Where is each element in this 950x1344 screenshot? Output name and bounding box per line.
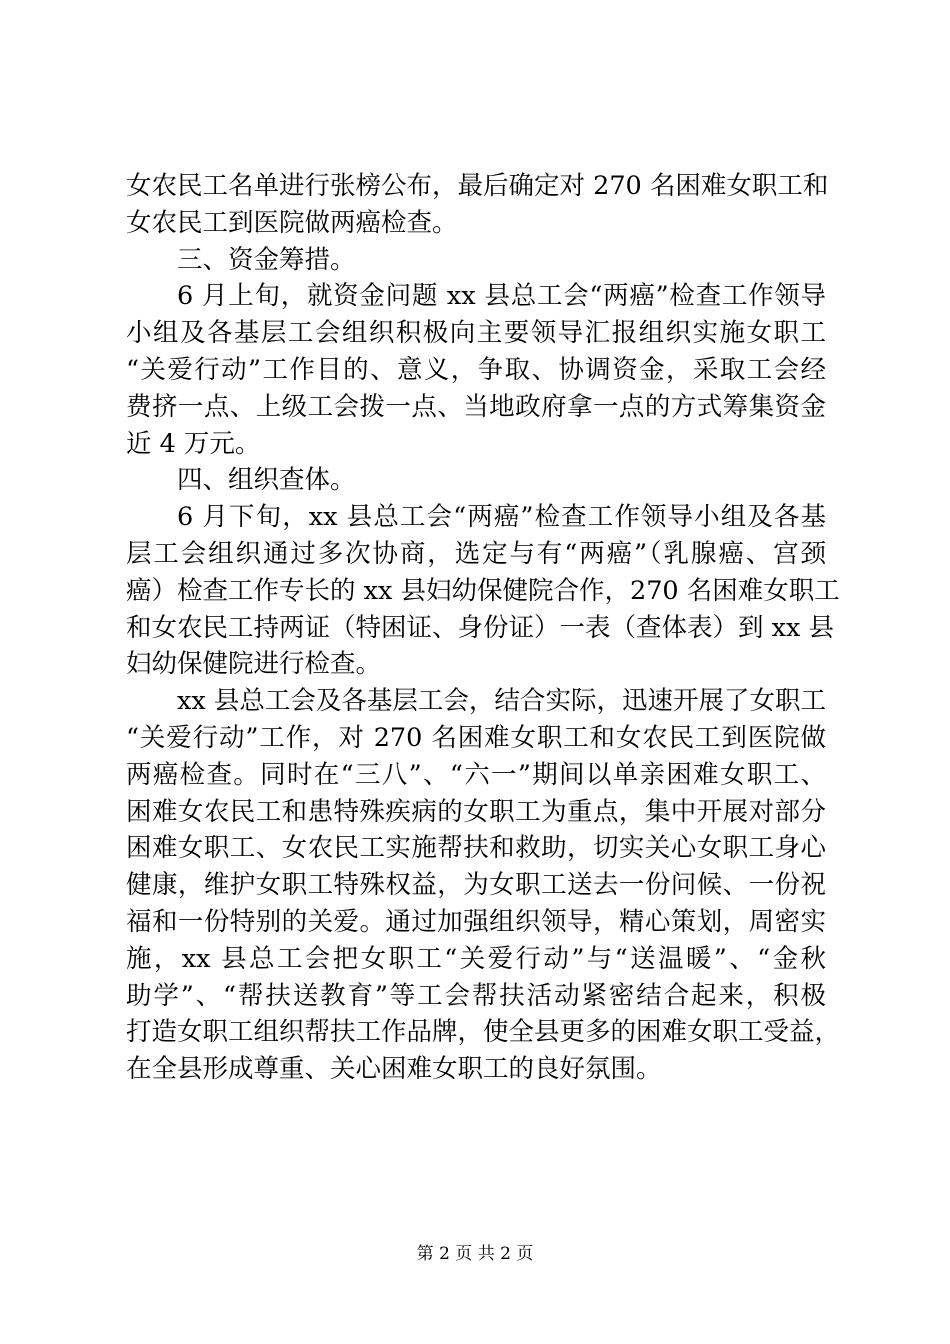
text-line: 困难女农民工和患特殊疾病的女职工为重点，集中开展对部分 <box>126 796 826 827</box>
text-line: 健康，维护女职工特殊权益，为女职工送去一份问候、一份祝 <box>126 870 826 901</box>
text-line: 四、组织查体。 <box>177 465 356 496</box>
text-line: 费挤一点、上级工会拨一点、当地政府拿一点的方式筹集资金 <box>126 391 826 422</box>
text-line: 困难女职工、女农民工实施帮扶和救助，切实关心女职工身心 <box>126 833 826 864</box>
text-line: 打造女职工组织帮扶工作品牌，使全县更多的困难女职工受益， <box>126 1017 841 1048</box>
text-line: xx 县总工会及各基层工会，结合实际，迅速开展了女职工 <box>177 686 826 717</box>
page-footer: 第 2 页 共 2 页 <box>416 1244 534 1264</box>
text-line: 层工会组织通过多次协商，选定与有“两癌”（乳腺癌、宫颈 <box>126 538 826 569</box>
text-line: 近 4 万元。 <box>126 428 261 459</box>
text-line: 女农民工到医院做两癌检查。 <box>126 207 458 238</box>
text-line: 施，xx 县总工会把女职工“关爱行动”与“送温暖”、“金秋 <box>126 943 826 974</box>
text-line: 两癌检查。同时在“三八”、“六一”期间以单亲困难女职工、 <box>126 759 826 790</box>
text-line: “关爱行动”工作，对 270 名困难女职工和女农民工到医院做 <box>126 722 826 753</box>
text-line: 在全县形成尊重、关心困难女职工的良好氛围。 <box>126 1054 662 1085</box>
body-text <box>126 168 841 1088</box>
text-line: 6 月下旬，xx 县总工会“两癌”检查工作领导小组及各基 <box>177 502 826 533</box>
text-line: 女农民工名单进行张榜公布，最后确定对 270 名困难女职工和 <box>126 171 829 201</box>
text-line: 癌）检查工作专长的 xx 县妇幼保健院合作，270 名困难女职工 <box>126 575 840 606</box>
text-line: “关爱行动”工作目的、意义，争取、协调资金，采取工会经 <box>126 354 826 385</box>
text-line: 6 月上旬，就资金问题 xx 县总工会“两癌”检查工作领导 <box>177 281 826 312</box>
text-line: 助学”、“帮扶送教育”等工会帮扶活动紧密结合起来，积极 <box>126 980 826 1011</box>
text-line: 妇幼保健院进行检查。 <box>126 649 382 680</box>
text-line: 福和一份特别的关爱。通过加强组织领导，精心策划，周密实 <box>126 906 826 937</box>
text-line: 三、资金筹措。 <box>177 244 356 275</box>
text-line: 和女农民工持两证（特困证、身份证）一表（查体表）到 xx 县 <box>126 612 834 643</box>
text-line: 小组及各基层工会组织积极向主要领导汇报组织实施女职工 <box>126 318 826 349</box>
